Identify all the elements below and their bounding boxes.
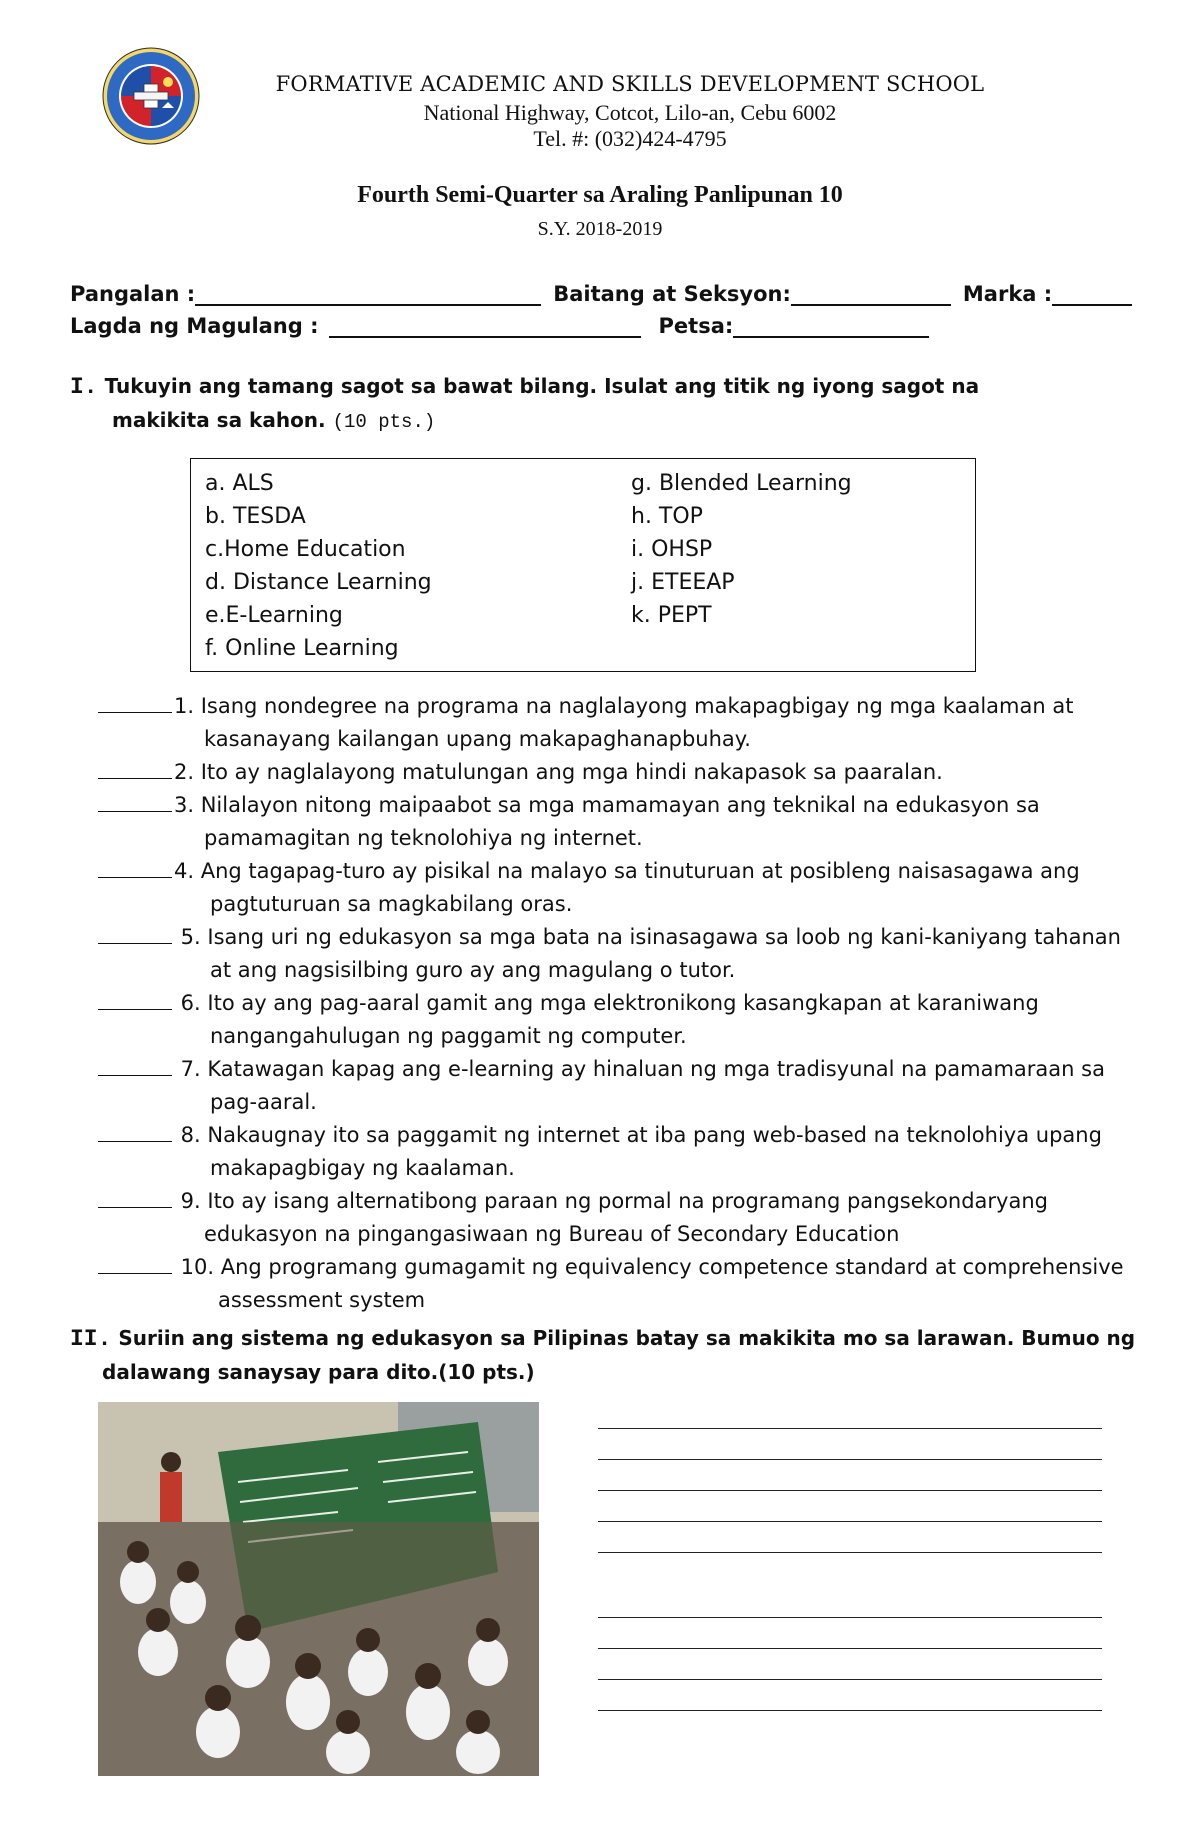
- choice-item: g. Blended Learning: [631, 471, 852, 496]
- answer-blank[interactable]: [98, 1251, 172, 1274]
- info-row-2: [70, 314, 941, 338]
- question-item: 5. Isang uri ng edukasyon sa mga bata na isinasagawa sa loob ng kani-kaniyang tahanan at ang nagsisilbing guro ay ang magulang o tutor.: [98, 921, 1138, 987]
- school-year: S.Y. 2018-2019: [537, 218, 663, 240]
- answer-blank[interactable]: [98, 1053, 172, 1076]
- choice-item: i. OHSP: [631, 537, 713, 562]
- school-name: FORMATIVE ACADEMIC AND SKILLS DEVELOPMENT SCHOOL: [275, 72, 985, 96]
- choices-right-column: [631, 467, 852, 632]
- question-item: 3. Nilalayon nitong maipaabot sa mga mamamayan ang teknikal na edukasyon sa pamamagitan ng teknolohiya ng internet.: [98, 789, 1138, 855]
- answer-choices-box: [190, 458, 976, 672]
- choice-item: c.Home Education: [205, 537, 406, 562]
- section-1-number: I.: [70, 374, 98, 400]
- section-1-points: (10 pts.): [332, 411, 436, 433]
- section-2-instruction-line2: dalawang sanaysay para dito.: [102, 1360, 439, 1384]
- grade-section-field[interactable]: [791, 282, 951, 306]
- name-label: Pangalan :: [70, 282, 196, 306]
- answer-blank[interactable]: [98, 1119, 172, 1142]
- question-item: 9. Ito ay isang alternatibong paraan ng pormal na programang pangsekondaryang edukasyon na pingangasiwaan ng Bureau of Secondary Education: [98, 1185, 1138, 1251]
- question-item: 1. Isang nondegree na programa na naglalayong makapagbigay ng mga kaalaman at kasanayang kailangan upang makapaghanapbuhay.: [98, 690, 1138, 756]
- parent-signature-field[interactable]: [329, 314, 641, 338]
- question-item: 6. Ito ay ang pag-aaral gamit ang mga elektronikong kasangkapan at karaniwang nangangahulugan ng paggamit ng computer.: [98, 987, 1138, 1053]
- choice-item: e.E-Learning: [205, 603, 343, 628]
- choice-item: a. ALS: [205, 471, 274, 496]
- question-item: 4. Ang tagapag-turo ay pisikal na malayo sa tinuturuan at posibleng naisasagawa ang pagtuturuan sa magkabilang oras.: [98, 855, 1138, 921]
- score-field[interactable]: [1052, 282, 1132, 306]
- section-1-instruction-line2: makikita sa kahon.: [112, 408, 326, 432]
- question-item: 10. Ang programang gumagamit ng equivalency competence standard at comprehensive assessment system: [98, 1251, 1138, 1317]
- answer-blank[interactable]: [98, 690, 172, 713]
- question-list: [98, 690, 1138, 1317]
- writing-line[interactable]: [598, 1428, 1102, 1429]
- choice-item: k. PEPT: [631, 603, 712, 628]
- section-2-heading: [70, 1322, 1140, 1389]
- score-label: Marka :: [962, 282, 1053, 306]
- writing-line[interactable]: [598, 1459, 1102, 1460]
- choices-left-column: [205, 467, 432, 665]
- section-1-heading: [70, 370, 1140, 439]
- question-item: 2. Ito ay naglalayong matulungan ang mga hindi nakapasok sa paaralan.: [98, 756, 1138, 789]
- section-2-number: II.: [70, 1326, 112, 1352]
- writing-line[interactable]: [598, 1679, 1102, 1680]
- question-item: 7. Katawagan kapag ang e-learning ay hinaluan ng mga tradisyunal na pamamaraan sa pag-aaral.: [98, 1053, 1138, 1119]
- answer-blank[interactable]: [98, 789, 172, 812]
- writing-line[interactable]: [598, 1552, 1102, 1553]
- info-row-1: [70, 282, 1132, 306]
- writing-line[interactable]: [598, 1521, 1102, 1522]
- writing-line[interactable]: [598, 1617, 1102, 1618]
- writing-line[interactable]: [598, 1490, 1102, 1491]
- school-seal-logo: [98, 46, 204, 146]
- choice-item: j. ETEEAP: [631, 570, 735, 595]
- answer-blank[interactable]: [98, 987, 172, 1010]
- section-2-points: (10 pts.): [438, 1360, 535, 1384]
- choice-item: f. Online Learning: [205, 636, 399, 661]
- question-item: 8. Nakaugnay ito sa paggamit ng internet at iba pang web-based na teknolohiya upang makapagbigay ng kaalaman.: [98, 1119, 1138, 1185]
- section-1-instruction-line1: Tukuyin ang tamang sagot sa bawat bilang. Isulat ang titik ng iyong sagot na: [104, 374, 980, 398]
- name-field[interactable]: [195, 282, 541, 306]
- grade-section-label: Baitang at Seksyon:: [553, 282, 791, 306]
- writing-line[interactable]: [598, 1648, 1102, 1649]
- writing-line[interactable]: [598, 1710, 1102, 1711]
- answer-blank[interactable]: [98, 1185, 172, 1208]
- choice-item: d. Distance Learning: [205, 570, 432, 595]
- exam-title: Fourth Semi-Quarter sa Araling Panlipunan 10: [357, 182, 843, 208]
- date-label: Petsa:: [658, 314, 734, 338]
- answer-blank[interactable]: [98, 855, 172, 878]
- choice-item: h. TOP: [631, 504, 703, 529]
- answer-blank[interactable]: [98, 756, 172, 779]
- school-telephone: Tel. #: (032)424-4795: [533, 126, 727, 151]
- parent-signature-label: Lagda ng Magulang :: [70, 314, 319, 338]
- section-2-instruction-line1: Suriin ang sistema ng edukasyon sa Pilipinas batay sa makikita mo sa larawan. Bumuo ng: [118, 1326, 1136, 1350]
- choice-item: b. TESDA: [205, 504, 306, 529]
- answer-blank[interactable]: [98, 921, 172, 944]
- classroom-photo: [98, 1402, 539, 1776]
- school-address: National Highway, Cotcot, Lilo-an, Cebu 6002: [423, 100, 837, 125]
- date-field[interactable]: [733, 314, 929, 338]
